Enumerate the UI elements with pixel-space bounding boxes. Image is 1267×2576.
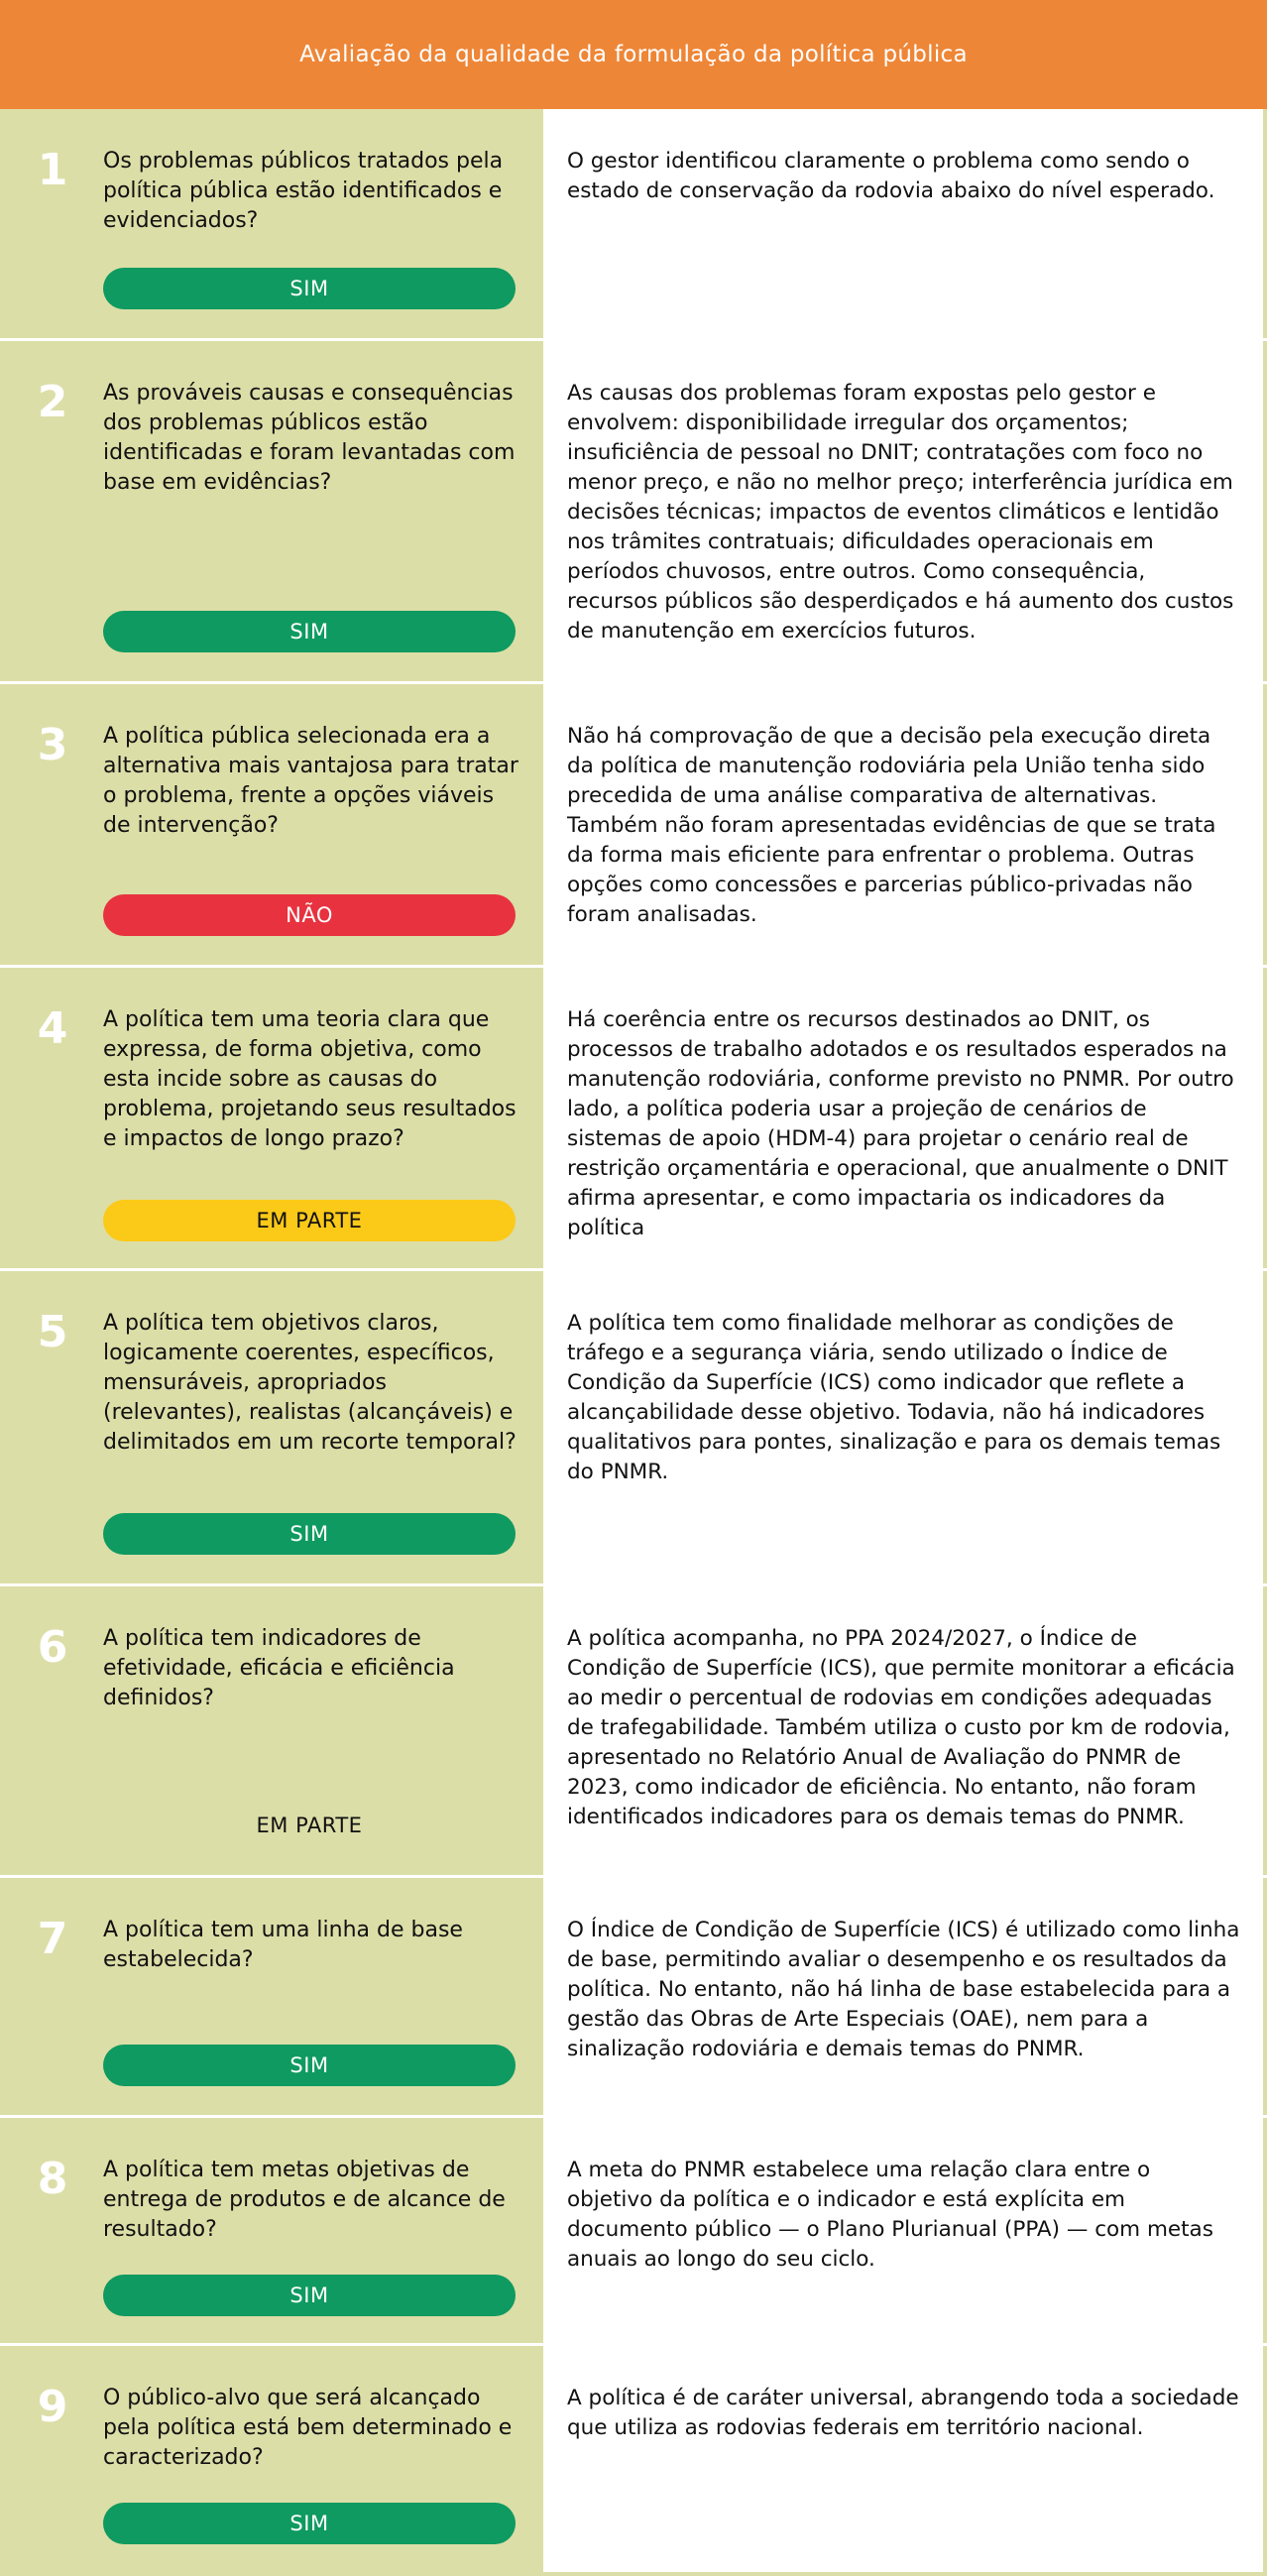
evaluation-row-3 [0,684,1267,968]
status-badge: EM PARTE [103,1200,516,1241]
question-cell [0,684,540,965]
status-badge: SIM [103,2503,516,2544]
answer-text: A política tem como finalidade melhorar as condições de tráfego e a segurança viária, sendo utilizado o Índice de Condição da Superfície (ICS) como indicador que reflete a alcançabilidade desse objetivo. Todavia, não há indicadores qualitativos para pontes, sinalização e para os demais temas do PNMR. [567,1311,1221,1484]
answer-text: O Índice de Condição de Superfície (ICS) é utilizado como linha de base, permitindo avaliar o desempenho e os resultados da política. No entanto, não há linha de base estabelecida para a gestão das Obras de Arte Especiais (OAE), nem para a sinalização rodoviária e demais temas do PNMR. [567,1918,1240,2061]
evaluation-row-1 [0,109,1267,341]
answer-text: A meta do PNMR estabelece uma relação clara entre o objetivo da política e o indicador e está explícita em documento público — o Plano Plurianual (PPA) — com metas anuais ao longo do seu ciclo. [567,2158,1213,2272]
answer-text: A política é de caráter universal, abrangendo toda a sociedade que utiliza as rodovias federais em território nacional. [567,2386,1239,2440]
item-number: 7 [37,1914,68,1964]
answer-cell [540,1586,1267,1875]
status-badge: SIM [103,268,516,309]
status-badge: SIM [103,2045,516,2086]
question-text: A política pública selecionada era a alternativa mais vantajosa para tratar o problema, frente a opções viáveis de intervenção? [103,724,518,838]
item-number: 1 [37,145,68,195]
answer-cell [540,1878,1267,2115]
answer-cell [540,1271,1267,1583]
question-cell [0,2118,540,2343]
question-cell [0,341,540,681]
status-badge: EM PARTE [256,1814,363,1837]
answer-cell [540,968,1267,1268]
evaluation-row-5 [0,1271,1267,1586]
item-number: 2 [37,377,68,427]
question-text: A política tem uma teoria clara que expressa, de forma objetiva, como esta incide sobre as causas do problema, projetando seus resultados e impactos de longo prazo? [103,1007,517,1151]
question-text: A política tem objetivos claros, logicamente coerentes, específicos, mensuráveis, apropriados (relevantes), realistas (alcançáveis) e delimitados em um recorte temporal? [103,1311,517,1455]
evaluation-row-7 [0,1878,1267,2118]
answer-cell [540,341,1267,681]
answer-text: As causas dos problemas foram expostas pelo gestor e envolvem: disponibilidade irregular dos orçamentos; insuficiência de pessoal no DNIT; contratações com foco no menor preço, e não no melhor preço; interferência jurídica em decisões técnicas; impactos de eventos climáticos e lentidão nos trâmites contratuais; dificuldades operacionais em períodos chuvosos, entre outros. Como consequência, recursos públicos são desperdiçados e há aumento dos custos de manutenção em exercícios futuros. [567,381,1234,644]
answer-text: A política acompanha, no PPA 2024/2027, o Índice de Condição de Superfície (ICS), que permite monitorar a eficácia ao medir o percentual de rodovias em condições adequadas de trafegabilidade. Também utiliza o custo por km de rodovia, apresentado no Relatório Anual de Avaliação do PNMR de 2023, como indicador de eficiência. No entanto, não foram identificados indicadores para os demais temas do PNMR. [567,1626,1235,1829]
evaluation-row-6 [0,1586,1267,1878]
answer-cell [540,2118,1267,2343]
answer-cell [540,109,1267,338]
question-cell [0,968,540,1268]
question-cell [0,109,540,338]
question-text: A política tem uma linha de base estabelecida? [103,1918,463,1972]
question-text: O público-alvo que será alcançado pela política está bem determinado e caracterizado? [103,2386,513,2470]
item-number: 3 [37,720,68,770]
answer-text: O gestor identificou claramente o problema como sendo o estado de conservação da rodovia abaixo do nível esperado. [567,149,1215,203]
answer-text: Há coerência entre os recursos destinados ao DNIT, os processos de trabalho adotados e os resultados esperados na manutenção rodoviária, conforme previsto no PNMR. Por outro lado, a política poderia usar a projeção de cenários de sistemas de apoio (HDM-4) para projetar o cenário real de restrição orçamentária e operacional, que anualmente o DNIT afirma apresentar, e como impactaria os indicadores da política [567,1007,1234,1240]
evaluation-row-4 [0,968,1267,1271]
item-number: 4 [37,1003,68,1054]
status-badge: NÃO [103,894,516,936]
question-cell [0,2346,540,2576]
question-cell [0,1878,540,2115]
page-header [0,0,1267,109]
status-badge: SIM [103,1513,516,1555]
evaluation-row-9 [0,2346,1267,2576]
question-cell [0,1271,540,1583]
answer-text: Não há comprovação de que a decisão pela execução direta da política de manutenção rodoviária pela União tenha sido precedida de uma análise comparativa de alternativas. Também não foram apresentadas evidências de que se trata da forma mais eficiente para enfrentar o problema. Outras opções como concessões e parcerias público-privadas não foram analisadas. [567,724,1216,927]
status-badge: SIM [103,2275,516,2316]
item-number: 8 [37,2154,68,2204]
question-text: A política tem metas objetivas de entrega de produtos e de alcance de resultado? [103,2158,506,2242]
evaluation-row-2 [0,341,1267,684]
item-number: 6 [37,1622,68,1673]
answer-cell [540,684,1267,965]
question-cell [0,1586,540,1875]
question-text: As prováveis causas e consequências dos problemas públicos estão identificadas e foram levantadas com base em evidências? [103,381,516,495]
question-text: Os problemas públicos tratados pela política pública estão identificados e evidenciados? [103,149,504,233]
question-text: A política tem indicadores de efetividade, eficácia e eficiência definidos? [103,1626,455,1710]
item-number: 9 [37,2382,68,2432]
evaluation-row-8 [0,2118,1267,2346]
item-number: 5 [37,1307,68,1357]
page-title: Avaliação da qualidade da formulação da política pública [299,42,968,67]
answer-cell [540,2346,1267,2576]
status-badge: SIM [103,611,516,652]
